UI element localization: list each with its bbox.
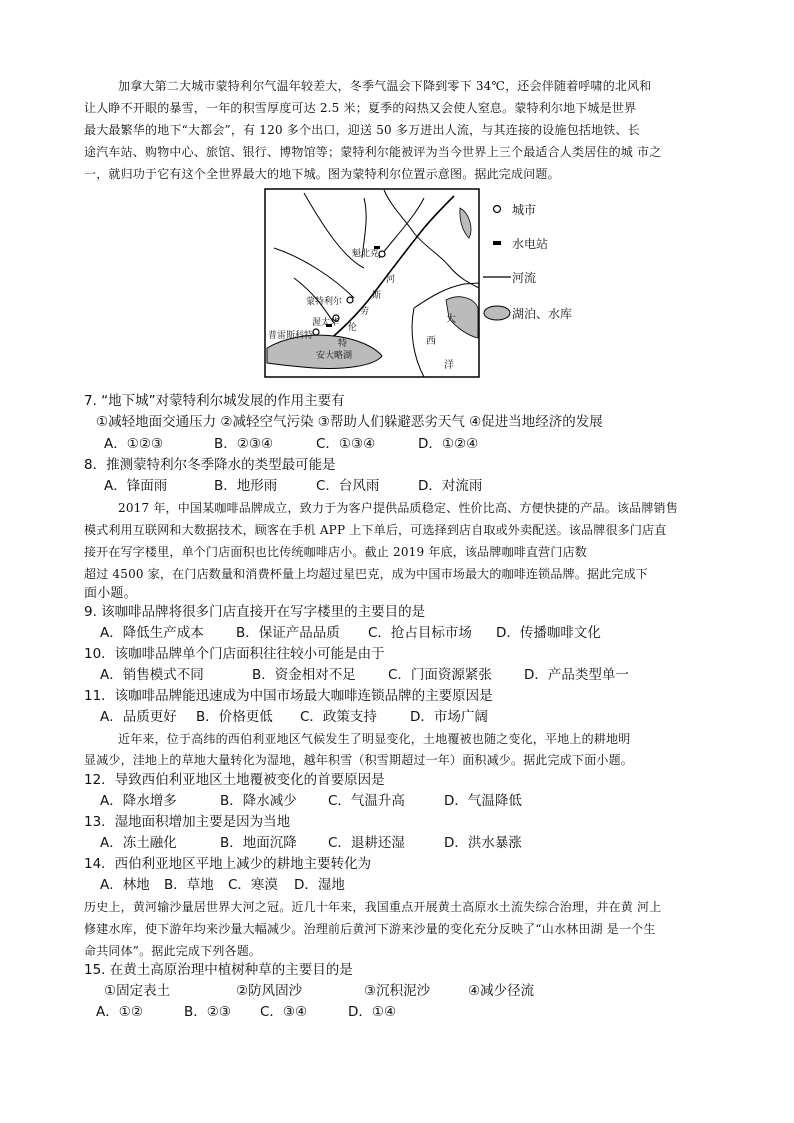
q8-option-d[interactable]: D．对流雨 [418, 478, 483, 494]
passage2-line-2: 模式利用互联网和大数据技术，顾客在手机 APP 上下单后，可选择到店自取或外卖配送。该品牌很多门店直 [84, 523, 667, 537]
q11-option-c[interactable]: C．政策支持 [300, 709, 377, 725]
passage2-line-5: 面小题。 [84, 586, 137, 601]
q10-options [100, 665, 629, 685]
q15-item-1: ①固定表土 [104, 983, 171, 999]
q15-item-4: ④减少径流 [468, 983, 535, 999]
legend-hydro: 水电站 [482, 232, 548, 254]
q7-option-c[interactable]: C．①③④ [316, 436, 376, 452]
q15-option-c[interactable]: C．③④ [260, 1004, 308, 1020]
hydro-station-icon [482, 239, 512, 247]
river-line-icon [482, 274, 512, 280]
passage4-line-1: 历史上，黄河输沙量居世界大河之冠。近几十年来，我国重点开展黄土高原水土流失综合治理，并在黄 河上 [84, 900, 662, 914]
label-ottawa: 渥太华 [312, 318, 340, 328]
q9-stem: 9. 该咖啡品牌将很多门店直接开在写字楼里的主要目的是 [84, 604, 426, 620]
q12-options [100, 791, 522, 811]
passage1-line-1: 加拿大第二大城市蒙特利尔气温年较差大，冬季气温会下降到零下 34℃，还会伴随着呼啸的北风和 [118, 79, 652, 93]
q8-stem: 8．推测蒙特利尔冬季降水的类型最可能是 [84, 457, 336, 473]
q14-option-d[interactable]: D．湿地 [294, 877, 345, 893]
label-river-5: 特 [338, 339, 348, 349]
city-montreal [347, 297, 353, 303]
q15-stem: 15. 在黄土高原治理中植树种草的主要目的是 [84, 962, 353, 978]
q8-option-a[interactable]: A．锋面雨 [104, 478, 168, 494]
passage3-line-1: 近年来，位于高纬的西伯利亚地区气候发生了明显变化，土地覆被也随之变化，平地上的耕地明 [118, 732, 631, 746]
label-ocean-3: 洋 [444, 360, 454, 371]
legend-lake: 湖泊、水库 [482, 302, 572, 324]
q7-option-a[interactable]: A．①②③ [104, 436, 164, 452]
map-legend [482, 194, 592, 354]
passage4-line-3: 命共同体”。据此完成下列各题。 [84, 944, 262, 958]
q15-items [104, 981, 534, 1001]
q8-option-c[interactable]: C．台风雨 [316, 478, 380, 494]
q7-option-d[interactable]: D．①②④ [418, 436, 479, 452]
city-quebec [379, 251, 385, 257]
label-river-4: 伦 [348, 323, 358, 333]
q14-stem: 14．西伯利亚地区平地上减少的耕地主要转化为 [84, 856, 372, 872]
q13-stem: 13．湿地面积增加主要是因为当地 [84, 814, 291, 830]
passage1-line-5: 一，就归功于它有这个全世界最大的地下城。图为蒙特利尔位置示意图。据此完成问题。 [84, 167, 560, 181]
label-river-3: 劳 [360, 307, 370, 317]
map-svg [264, 188, 480, 378]
label-river-1: 河 [386, 275, 396, 285]
montreal-location-map [264, 188, 480, 378]
q9-option-b[interactable]: B．保证产品品质 [236, 625, 340, 641]
label-river-2: 斯 [372, 291, 382, 301]
passage1-line-2: 让人睁不开眼的暴雪，一年的积雪厚度可达 2.5 米；夏季的闷热又会使人窒息。蒙特利尔地下城是世界 [84, 101, 637, 115]
q14-options [100, 875, 345, 895]
q8-options [104, 476, 482, 496]
label-prescott: 普雷斯科特 [268, 331, 314, 341]
q11-stem: 11．该咖啡品牌能迅速成为中国市场最大咖啡连锁品牌的主要原因是 [84, 688, 493, 704]
city-circle-icon [482, 204, 512, 214]
q13-option-b[interactable]: B．地面沉降 [220, 835, 297, 851]
q7-stem: 7. “地下城”对蒙特利尔城发展的作用主要有 [84, 393, 345, 409]
legend-city: 城市 [482, 198, 536, 220]
q13-options [100, 833, 522, 853]
passage1-line-3: 最大最繁华的地下“大都会”，有 120 多个出口，迎送 50 多万进出人流，与其连接的设施包括地铁、长 [84, 123, 640, 137]
q11-option-b[interactable]: B．价格更低 [196, 709, 273, 725]
q12-option-a[interactable]: A．降水增多 [100, 793, 177, 809]
q11-option-a[interactable]: A．品质更好 [100, 709, 177, 725]
q14-option-a[interactable]: A．林地 [100, 877, 150, 893]
q7-items: ①减轻地面交通压力 ②减轻空气污染 ③帮助人们躲避恶劣天气 ④促进当地经济的发展 [96, 414, 603, 430]
q15-options [96, 1002, 396, 1022]
q9-options [100, 623, 601, 643]
q14-option-b[interactable]: B．草地 [164, 877, 214, 893]
q12-option-c[interactable]: C．气温升高 [328, 793, 405, 809]
q15-option-d[interactable]: D．①④ [348, 1004, 397, 1020]
q15-item-2: ②防风固沙 [236, 983, 303, 999]
q15-option-b[interactable]: B．②③ [184, 1004, 231, 1020]
q7-option-b[interactable]: B．②③④ [214, 436, 274, 452]
label-ocean-2: 西 [426, 336, 436, 347]
label-lake-ontario: 安大略湖 [316, 351, 353, 361]
label-montreal: 蒙特利尔 [306, 297, 343, 307]
q12-option-b[interactable]: B．降水减少 [220, 793, 297, 809]
q8-option-b[interactable]: B．地形雨 [214, 478, 278, 494]
q13-option-c[interactable]: C．退耕还湿 [328, 835, 405, 851]
q10-option-b[interactable]: B．资金相对不足 [252, 667, 356, 683]
passage2-line-3: 接开在写字楼里，单个门店面积也比传统咖啡店小。截止 2019 年底，该品牌咖啡直营门店数 [84, 545, 587, 559]
label-quebec: 魁北克 [352, 249, 380, 259]
q11-options [100, 707, 488, 727]
q10-option-c[interactable]: C．门面资源紧张 [388, 667, 492, 683]
q14-option-c[interactable]: C．寒漠 [228, 877, 278, 893]
q12-option-d[interactable]: D．气温降低 [444, 793, 522, 809]
q10-option-d[interactable]: D．产品类型单一 [524, 667, 629, 683]
q15-option-a[interactable]: A．①② [96, 1004, 143, 1020]
q12-stem: 12．导致西伯利亚地区土地覆被变化的首要原因是 [84, 772, 385, 788]
q9-option-d[interactable]: D．传播咖啡文化 [496, 625, 601, 641]
q10-stem: 10．该咖啡品牌单个门店面积往往较小可能是由于 [84, 646, 385, 662]
q10-option-a[interactable]: A．销售模式不同 [100, 667, 204, 683]
q9-option-c[interactable]: C．抢占目标市场 [368, 625, 472, 641]
city-prescott [313, 329, 319, 335]
q7-options [104, 434, 478, 454]
passage2-line-4: 超过 4500 家，在门店数量和消费杯量上均超过星巴克，成为中国市场最大的咖啡连锁品牌。据此完成下 [84, 567, 648, 581]
q13-option-d[interactable]: D．洪水暴涨 [444, 835, 522, 851]
legend-river: 河流 [482, 266, 536, 288]
q15-item-3: ③沉积泥沙 [364, 983, 431, 999]
q11-option-d[interactable]: D．市场广阔 [410, 709, 488, 725]
q13-option-a[interactable]: A．冻土融化 [100, 835, 177, 851]
passage3-line-2: 显减少，洼地上的草地大量转化为湿地，越年积雪（积雪期超过一年）面积减少。据此完成下面小题。 [84, 753, 634, 767]
label-ocean-1: 大 [446, 314, 456, 325]
q9-option-a[interactable]: A．降低生产成本 [100, 625, 204, 641]
lake-shape-icon [482, 305, 512, 321]
passage1-line-4: 途汽车站、购物中心、旅馆、银行、博物馆等；蒙特利尔能被评为当今世界上三个最适合人类居住的城 市之 [84, 145, 662, 159]
passage2-line-1: 2017 年，中国某咖啡品牌成立，致力于为客户提供品质稳定、性价比高、方便快捷的产品。该品牌销售 [118, 501, 678, 515]
passage4-line-2: 修建水库，使下游年均来沙量大幅减少。治理前后黄河下游来沙量的变化充分反映了“山水林田湖 是一个生 [84, 922, 656, 936]
